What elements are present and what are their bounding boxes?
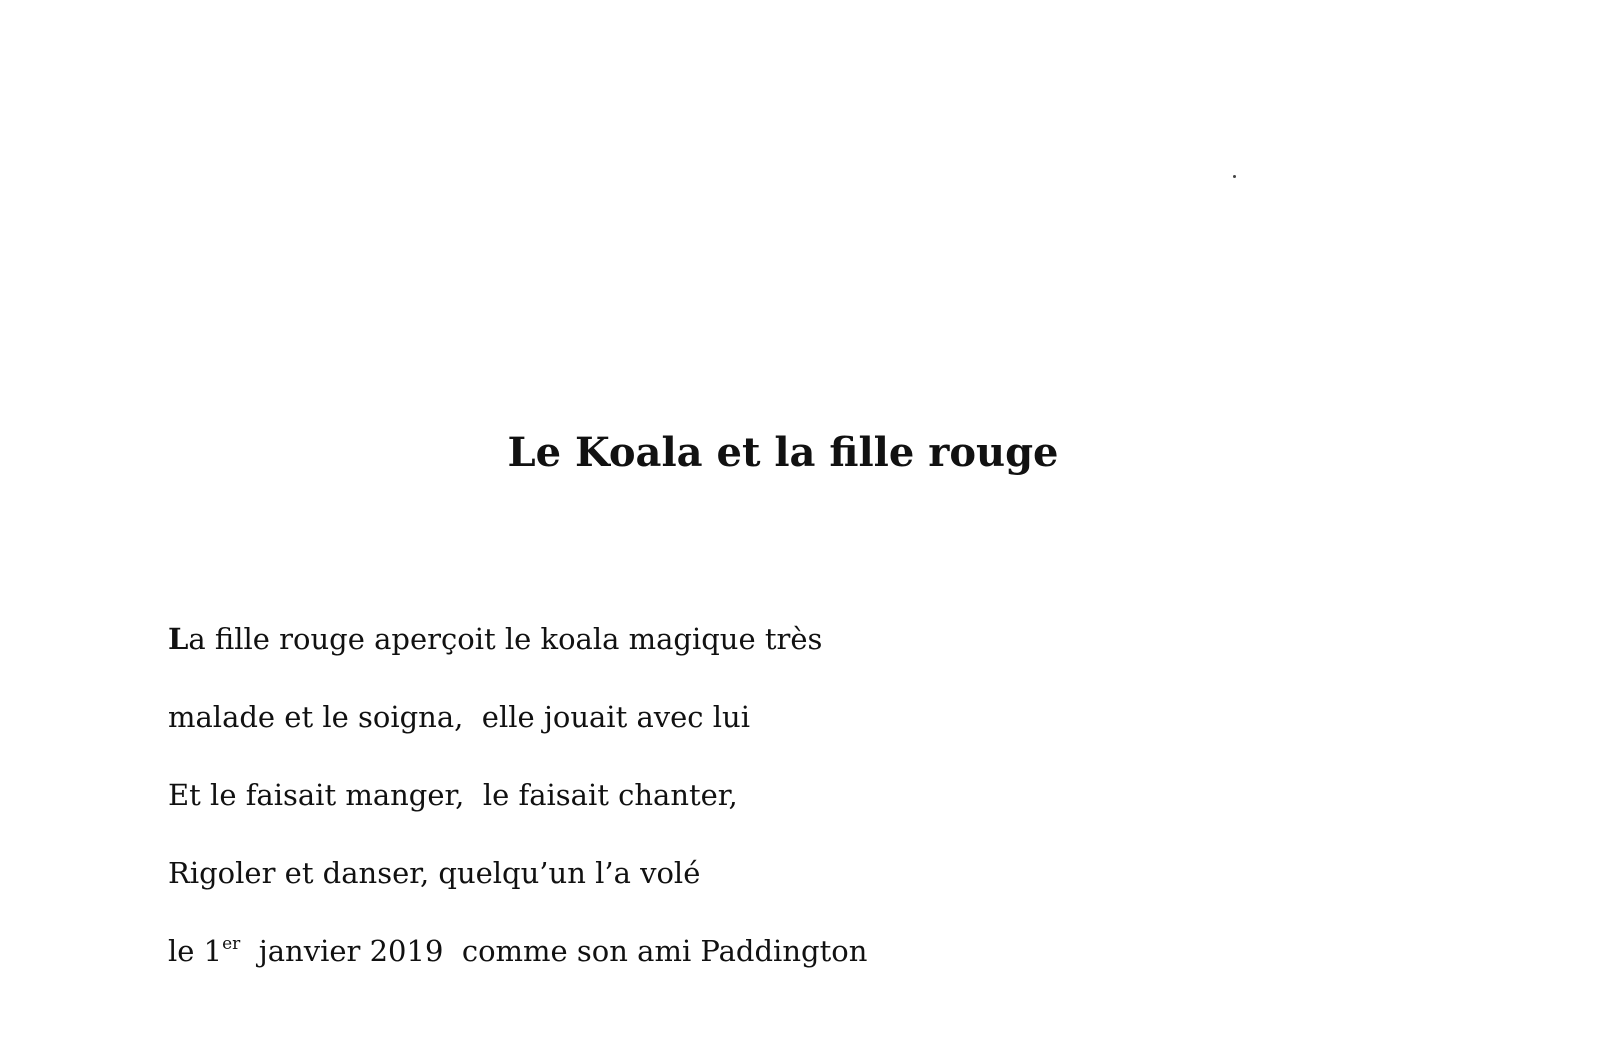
poem-line-3: Et le faisait manger, le faisait chanter, <box>168 778 738 812</box>
poem-line-5 <box>168 912 867 990</box>
drop-cap: L <box>168 622 189 656</box>
ordinal-superscript: er <box>222 934 241 954</box>
poem-line-5-start: le 1 <box>168 934 223 968</box>
scan-speck <box>1233 175 1236 178</box>
poem-line-1 <box>168 600 867 678</box>
page-title: Le Koala et la fille rouge <box>507 429 1059 476</box>
poem-line-4: Rigoler et danser, quelqu’un l’a volé <box>168 856 701 890</box>
poem-body <box>168 600 867 990</box>
poem-line-2: malade et le soigna, elle jouait avec lui <box>168 700 750 734</box>
poem-line-1-text: a fille rouge aperçoit le koala magique très <box>188 622 823 656</box>
poem-line-5-end: janvier 2019 comme son ami Paddington <box>240 934 868 968</box>
